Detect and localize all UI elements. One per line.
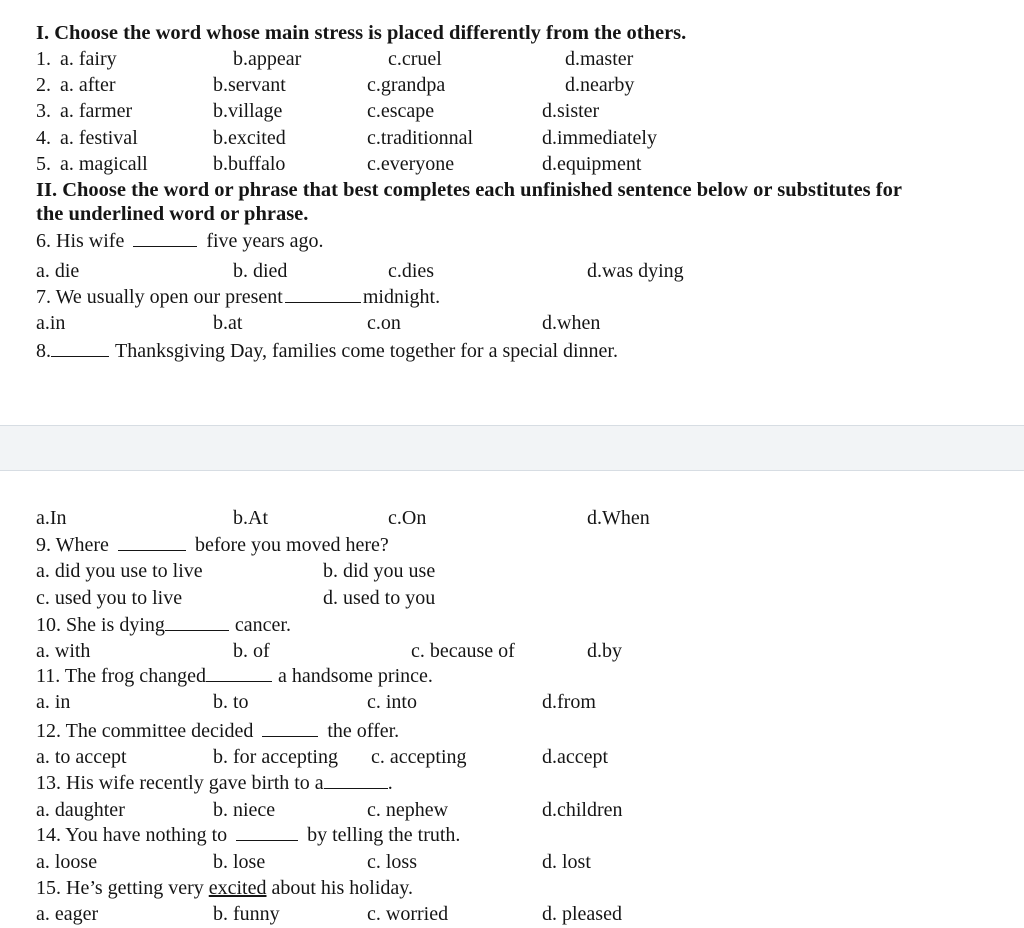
q9-blank (118, 533, 186, 551)
q11-text-post: a handsome prince. (277, 665, 433, 687)
q14-option-a: a. loose (36, 851, 98, 873)
q12-option-b: b. for accepting (213, 746, 338, 768)
q7-option-a: a.in (36, 312, 66, 334)
q13-text-post: . (387, 772, 393, 794)
q5-option-b: b.buffalo (213, 153, 286, 175)
q7-text-pre: 7. We usually open our present (36, 286, 283, 308)
q8-option-b: b.At (233, 507, 268, 529)
section-2-heading-cont: the underlined word or phrase. (36, 203, 309, 225)
question-14-stem (36, 823, 460, 847)
q9-text-post: before you moved here? (194, 534, 389, 556)
q10-text-pre: 10. She is dying (36, 614, 165, 636)
question-13-stem (36, 771, 393, 795)
q6-text-pre: 6. His wife (36, 230, 125, 252)
q8-text-pre: 8. (36, 340, 51, 362)
q5-option-d: d.equipment (542, 153, 642, 175)
q11-option-c: c. into (367, 691, 417, 713)
q1-option-b: b.appear (233, 48, 302, 70)
q2-option-b: b.servant (213, 74, 286, 96)
q12-text-post: the offer. (327, 720, 400, 742)
q7-option-d: d.when (542, 312, 601, 334)
q15-option-b: b. funny (213, 903, 280, 925)
q13-blank (324, 771, 388, 789)
q10-option-b: b. of (233, 640, 270, 662)
q1-option-d: d.master (565, 48, 634, 70)
q3-option-d: d.sister (542, 100, 600, 122)
q4-option-b: b.excited (213, 127, 286, 149)
q7-text-post: midnight. (362, 286, 441, 308)
q9-option-d: d. used to you (323, 587, 436, 609)
q12-text-pre: 12. The committee decided (36, 720, 254, 742)
q9-text-pre: 9. Where (36, 534, 109, 556)
q7-blank (285, 285, 361, 303)
q15-option-a: a. eager (36, 903, 99, 925)
question-12-stem (36, 719, 399, 743)
q10-option-c: c. because of (411, 640, 515, 662)
q11-option-a: a. in (36, 691, 71, 713)
q2-option-d: d.nearby (565, 74, 635, 96)
q8-text-post: Thanksgiving Day, families come together for a special dinner. (115, 340, 618, 362)
q13-option-c: c. nephew (367, 799, 449, 821)
q15-underlined-word: excited (208, 877, 267, 899)
q6-option-a: a. die (36, 260, 80, 282)
q1-option-c: c.cruel (388, 48, 442, 70)
q5-number: 5. (36, 153, 51, 175)
question-15-stem (36, 876, 413, 900)
q12-blank (262, 719, 318, 737)
q15-option-c: c. worried (367, 903, 449, 925)
q12-option-a: a. to accept (36, 746, 127, 768)
q4-option-d: d.immediately (542, 127, 657, 149)
q14-text-post: by telling the truth. (307, 824, 461, 846)
question-10-stem (36, 613, 291, 637)
q12-option-c: c. accepting (371, 746, 467, 768)
q9-option-a: a. did you use to live (36, 560, 203, 582)
q13-option-b: b. niece (213, 799, 276, 821)
q10-blank (165, 613, 229, 631)
q8-option-c: c.On (388, 507, 427, 529)
q5-option-c: c.everyone (367, 153, 455, 175)
q13-option-d: d.children (542, 799, 623, 821)
question-7-stem (36, 285, 440, 309)
question-9-stem (36, 533, 389, 557)
section-1-heading: I. Choose the word whose main stress is placed differently from the others. (36, 22, 687, 44)
q6-option-d: d.was dying (587, 260, 684, 282)
q14-text-pre: 14. You have nothing to (36, 824, 228, 846)
q10-option-a: a. with (36, 640, 91, 662)
q4-number: 4. (36, 127, 51, 149)
page-break-divider (0, 425, 1024, 471)
q2-option-a: a. after (60, 74, 116, 96)
q11-blank (206, 664, 272, 682)
q3-option-a: a. farmer (60, 100, 133, 122)
q6-text-post: five years ago. (206, 230, 324, 252)
q9-option-c: c. used you to live (36, 587, 183, 609)
q7-option-b: b.at (213, 312, 243, 334)
question-8-stem (36, 339, 618, 363)
q14-option-c: c. loss (367, 851, 417, 873)
q12-option-d: d.accept (542, 746, 609, 768)
question-11-stem (36, 664, 433, 688)
q3-option-c: c.escape (367, 100, 435, 122)
q15-text-pre: 15. He’s getting very (36, 877, 204, 899)
q4-option-a: a. festival (60, 127, 138, 149)
q8-blank (51, 339, 109, 357)
q10-text-post: cancer. (234, 614, 291, 636)
question-6-stem (36, 229, 324, 253)
q1-option-a: a. fairy (60, 48, 117, 70)
q2-number: 2. (36, 74, 51, 96)
q5-option-a: a. magicall (60, 153, 148, 175)
q15-option-d: d. pleased (542, 903, 622, 925)
q11-option-b: b. to (213, 691, 249, 713)
q6-blank (133, 229, 197, 247)
q11-text-pre: 11. The frog changed (36, 665, 206, 687)
q14-option-b: b. lose (213, 851, 266, 873)
q8-option-a: a.In (36, 507, 67, 529)
q6-option-b: b. died (233, 260, 288, 282)
q11-option-d: d.from (542, 691, 596, 713)
q1-number: 1. (36, 48, 51, 70)
q3-option-b: b.village (213, 100, 283, 122)
q8-option-d: d.When (587, 507, 650, 529)
q13-option-a: a. daughter (36, 799, 125, 821)
q4-option-c: c.traditionnal (367, 127, 474, 149)
q15-text-post: about his holiday. (271, 877, 413, 899)
q14-blank (236, 823, 298, 841)
q2-option-c: c.grandpa (367, 74, 446, 96)
q6-option-c: c.dies (388, 260, 435, 282)
q3-number: 3. (36, 100, 51, 122)
q10-option-d: d.by (587, 640, 622, 662)
q14-option-d: d. lost (542, 851, 591, 873)
q13-text-pre: 13. His wife recently gave birth to a (36, 772, 324, 794)
section-2-heading: II. Choose the word or phrase that best completes each unfinished sentence below or substitutes for (36, 179, 902, 201)
q7-option-c: c.on (367, 312, 401, 334)
q9-option-b: b. did you use (323, 560, 436, 582)
